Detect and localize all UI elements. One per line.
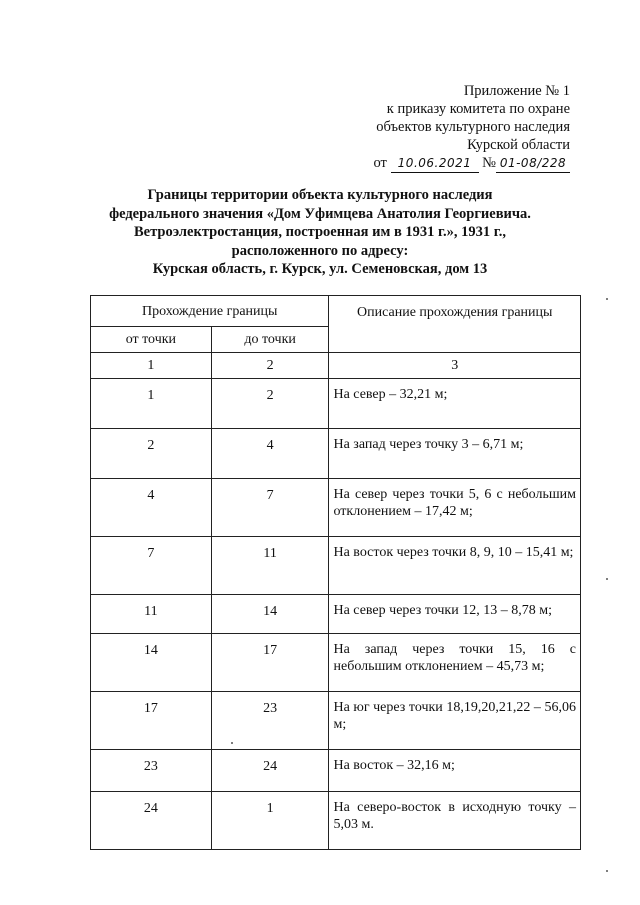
to-point: 1 [211,792,329,850]
title-line-1: Границы территории объекта культурного наследия [147,187,493,203]
document-title [60,186,580,279]
to-point: 17 [211,634,329,692]
table-row [91,750,581,792]
handwritten-number: 01-08/228 [496,154,570,173]
date-prefix: от [373,155,387,171]
table-row [91,634,581,692]
boundary-description: На восток – 32,16 м; [329,750,581,792]
scan-speck [606,578,608,580]
from-point: 4 [91,479,212,537]
to-point: 24 [211,750,329,792]
column-number-2: 2 [211,353,329,379]
table-row [91,479,581,537]
boundary-description: На восток через точки 8, 9, 10 – 15,41 м; [329,537,581,595]
boundary-description: На юг через точки 18,19,20,21,22 – 56,06 м; [329,692,581,750]
scan-speck [231,742,233,744]
to-point: 11 [211,537,329,595]
header-to-point: до точки [211,327,329,353]
boundary-table [90,295,581,850]
header-boundary-passage: Прохождение границы [91,296,329,327]
title-line-3: Ветроэлектростанция, построенная им в 1931 г.», 1931 г., [134,224,506,240]
from-point: 1 [91,379,212,429]
boundary-description: На запад через точки 15, 16 с небольшим отклонением – 45,73 м; [329,634,581,692]
boundary-description: На север – 32,21 м; [329,379,581,429]
from-point: 14 [91,634,212,692]
from-point: 2 [91,429,212,479]
header-from-point: от точки [91,327,212,353]
scan-speck [606,870,608,872]
appendix-order-ref: к приказу комитета по охране [386,101,570,117]
to-point: 7 [211,479,329,537]
table-row [91,595,581,634]
scan-speck [606,298,608,300]
title-line-2: федерального значения «Дом Уфимцева Анатолия Георгиевича. [109,205,531,222]
boundary-description: На север через точки 12, 13 – 8,78 м; [329,595,581,634]
order-date-number [374,154,571,173]
from-point: 11 [91,595,212,634]
boundary-description: На запад через точку 3 – 6,71 м; [329,429,581,479]
appendix-region: Курской области [467,137,570,153]
number-prefix: № [482,155,496,171]
column-number-3: 3 [329,353,581,379]
table-row [91,429,581,479]
from-point: 23 [91,750,212,792]
to-point: 23 [211,692,329,750]
appendix-committee: объектов культурного наследия [376,119,570,135]
column-number-1: 1 [91,353,212,379]
table-row [91,792,581,850]
table-row [91,537,581,595]
title-line-5: Курская область, г. Курск, ул. Семеновская, дом 13 [152,261,488,277]
appendix-title: Приложение № 1 [463,83,570,99]
header-boundary-description: Описание прохождения границы [329,296,581,353]
title-line-4: расположенного по адресу: [231,242,409,259]
handwritten-date: 10.06.2021 [391,154,479,173]
table-row [91,379,581,429]
appendix-header [374,82,571,173]
to-point: 4 [211,429,329,479]
from-point: 17 [91,692,212,750]
table-row [91,692,581,750]
from-point: 7 [91,537,212,595]
to-point: 14 [211,595,329,634]
table-header-row [91,296,581,327]
column-numbers-row [91,353,581,379]
to-point: 2 [211,379,329,429]
boundary-description: На северо-восток в исходную точку – 5,03 м. [329,792,581,850]
boundary-description: На север через точки 5, 6 с небольшим отклонением – 17,42 м; [329,479,581,537]
from-point: 24 [91,792,212,850]
